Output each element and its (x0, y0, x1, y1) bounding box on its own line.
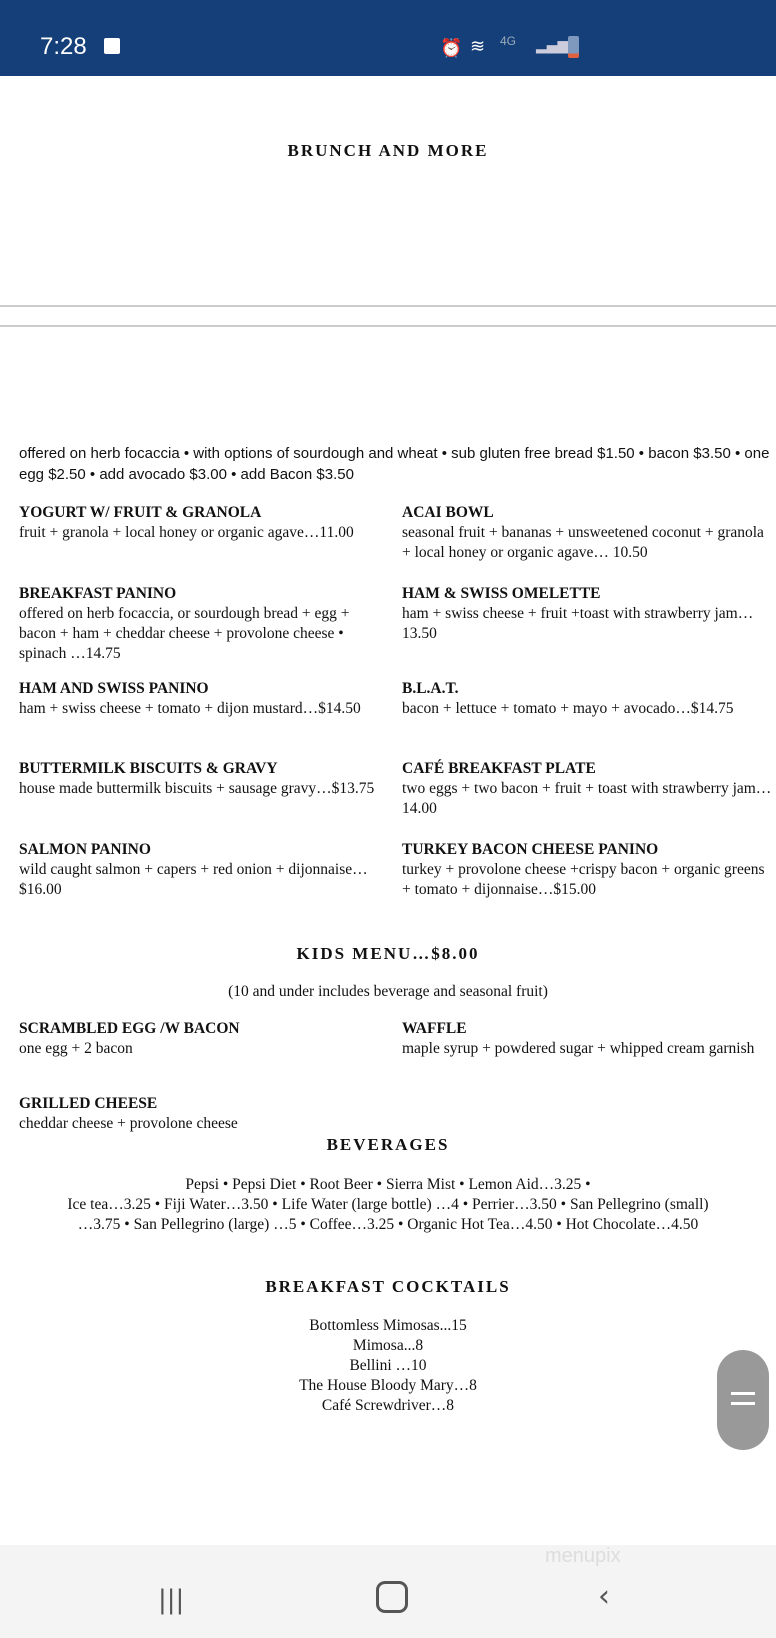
item-name: SCRAMBLED EGG /W BACON (19, 1020, 240, 1037)
cocktail-item: Mimosa...8 (352, 1337, 424, 1354)
item-desc: house made buttermilk biscuits + sausage gravy…$13.75 (19, 780, 375, 797)
beverages-list (0, 1175, 776, 1235)
menu-item (19, 840, 389, 900)
item-name: CAFÉ BREAKFAST PLATE (402, 760, 596, 777)
cocktails-list (0, 1316, 776, 1416)
item-name: GRILLED CHEESE (19, 1095, 158, 1112)
cocktails-title: BREAKFAST COCKTAILS (265, 1277, 511, 1296)
item-name: ACAI BOWL (402, 504, 494, 521)
navigation-bar (0, 1545, 776, 1638)
item-name: BUTTERMILK BISCUITS & GRAVY (19, 760, 278, 777)
item-desc: turkey + provolone cheese +crispy bacon + organic greens + tomato + dijonnaise…$15.00 (402, 861, 765, 898)
kids-menu-note: (10 and under includes beverage and seasonal fruit) (228, 983, 548, 1000)
cocktail-item: Bellini …10 (349, 1357, 427, 1374)
menu-item (19, 1019, 389, 1059)
cocktail-item: Café Screwdriver…8 (321, 1397, 455, 1414)
home-button[interactable] (376, 1581, 408, 1613)
item-desc: seasonal fruit + bananas + unsweetened coconut + granola + local honey or organic agave… 10.50 (402, 524, 764, 561)
divider (0, 305, 776, 307)
menu-item (402, 759, 772, 819)
status-bar (0, 0, 776, 76)
menu-item (402, 1019, 772, 1059)
beverages-line: Pepsi • Pepsi Diet • Root Beer • Sierra Mist • Lemon Aid…3.25 • (185, 1176, 591, 1193)
item-desc: one egg + 2 bacon (19, 1040, 133, 1057)
item-desc: offered on herb focaccia, or sourdough bread + egg + bacon + ham + cheddar cheese + provolone cheese • spinach …14.75 (19, 605, 350, 662)
clock: 7:28 (40, 33, 87, 60)
cocktail-item: The House Bloody Mary…8 (299, 1377, 477, 1394)
menu-item (402, 840, 772, 900)
item-desc: cheddar cheese + provolone cheese (19, 1115, 238, 1132)
item-name: HAM AND SWISS PANINO (19, 680, 209, 697)
menu-item (402, 584, 772, 644)
menu-item (19, 584, 389, 664)
recent-apps-button[interactable]: ||| (158, 1585, 185, 1615)
alarm-icon: ⏰ (440, 38, 463, 59)
item-desc: wild caught salmon + capers + red onion + dijonnaise…$16.00 (19, 861, 368, 898)
item-desc: ham + swiss cheese + fruit +toast with strawberry jam…13.50 (402, 605, 754, 642)
item-desc: two eggs + two bacon + fruit + toast with strawberry jam…14.00 (402, 780, 772, 817)
network-type: 4G (500, 34, 517, 48)
kids-menu-title: KIDS MENU…$8.00 (296, 944, 480, 963)
signal-icon: ▂▄▆ (536, 38, 569, 54)
beverages-line: …3.75 • San Pellegrino (large) …5 • Coffee…3.25 • Organic Hot Tea…4.50 • Hot Chocolate…4.50 (77, 1216, 699, 1233)
back-button[interactable]: ‹ (598, 1579, 610, 1614)
menu-item (19, 503, 389, 543)
menu-item (19, 679, 389, 719)
wifi-icon: ≋ (470, 36, 486, 57)
item-desc: maple syrup + powdered sugar + whipped cream garnish (402, 1040, 755, 1057)
item-desc: bacon + lettuce + tomato + mayo + avocado…$14.75 (402, 700, 734, 717)
divider (0, 325, 776, 327)
item-name: YOGURT W/ FRUIT & GRANOLA (19, 504, 262, 521)
bread-options-note: offered on herb focaccia • with options of sourdough and wheat • sub gluten free bread $1.50 • bacon $3.50 • one egg $2.50 • add avocado $3.00 • add Bacon $3.50 (19, 445, 770, 483)
item-name: BREAKFAST PANINO (19, 585, 177, 602)
battery-icon (568, 36, 579, 58)
item-name: SALMON PANINO (19, 841, 151, 858)
cocktail-item: Bottomless Mimosas...15 (309, 1317, 467, 1334)
menu-item (19, 1094, 389, 1134)
menu-item (402, 503, 772, 563)
menu-item (402, 679, 772, 719)
page-title: BRUNCH AND MORE (287, 141, 489, 160)
item-name: HAM & SWISS OMELETTE (402, 585, 601, 602)
watermark: menupix (545, 1545, 621, 1567)
gallery-icon (104, 38, 120, 54)
beverages-line: Ice tea…3.25 • Fiji Water…3.50 • Life Water (large bottle) …4 • Perrier…3.50 • San Pellegrino (small) (67, 1196, 709, 1213)
beverages-title: BEVERAGES (326, 1135, 450, 1154)
item-name: B.L.A.T. (402, 680, 459, 697)
item-desc: fruit + granola + local honey or organic agave…11.00 (19, 524, 354, 541)
menu-item (19, 759, 389, 799)
item-name: TURKEY BACON CHEESE PANINO (402, 841, 659, 858)
item-desc: ham + swiss cheese + tomato + dijon mustard…$14.50 (19, 700, 361, 717)
item-name: WAFFLE (402, 1020, 467, 1037)
scroll-handle[interactable] (717, 1350, 769, 1450)
